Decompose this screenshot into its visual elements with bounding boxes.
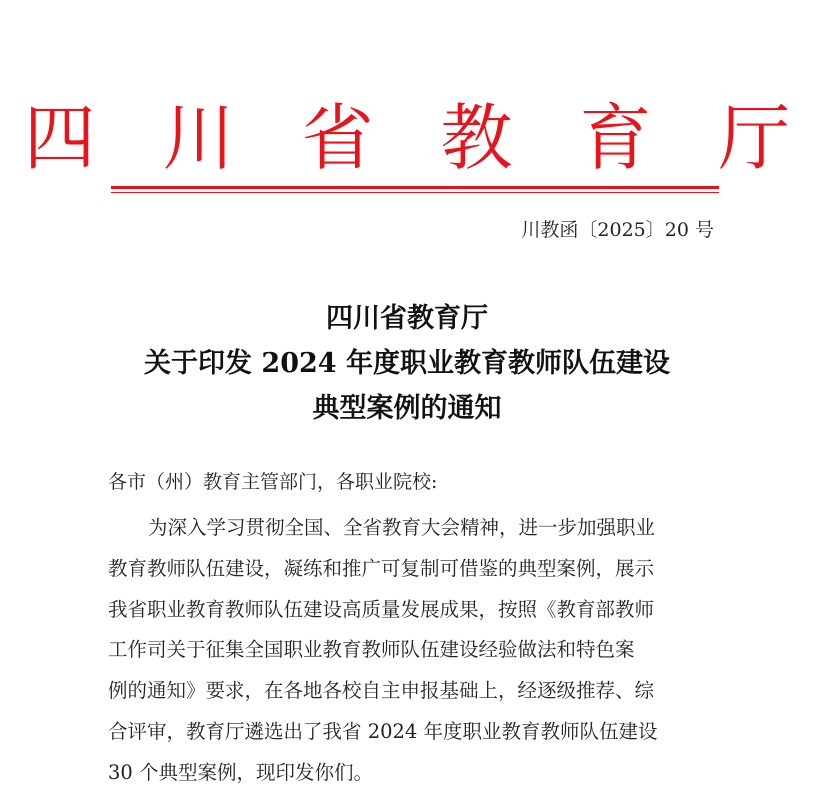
masthead-rule-thick [111,186,719,189]
title-line-3: 典型案例的通知 [312,393,502,424]
masthead-rule-thin [111,192,719,193]
body-line: 工作司关于征集全国职业教育教师队伍建设经验做法和特色案 [108,638,635,662]
body-line: 30 个典型案例，现印发你们。 [108,760,374,784]
body-line: 为深入学习贯彻全国、全省教育大会精神，进一步加强职业 [148,516,656,539]
document-title [0,296,814,431]
title-line-2: 关于印发 2024 年度职业教育教师队伍建设 [144,348,670,379]
body-paragraph [108,508,718,794]
body-line: 例的通知》要求，在各地各校自主申报基础上，经逐级推荐、综 [108,679,655,703]
document-number: 川教函〔2025〕20 号 [521,219,714,241]
body-line: 我省职业教育教师队伍建设高质量发展成果，按照《教育部教师 [108,597,655,621]
body-line: 教育教师队伍建设，凝练和推广可复制可借鉴的典型案例，展示 [108,556,655,580]
body-line: 合评审，教育厅遴选出了我省 2024 年度职业教育教师队伍建设 [108,719,658,743]
title-line-1: 四川省教育厅 [326,303,488,334]
salutation: 各市（州）教育主管部门，各职业院校: [108,471,438,493]
agency-masthead: 四 川 省 教 育 厅 [23,96,813,180]
